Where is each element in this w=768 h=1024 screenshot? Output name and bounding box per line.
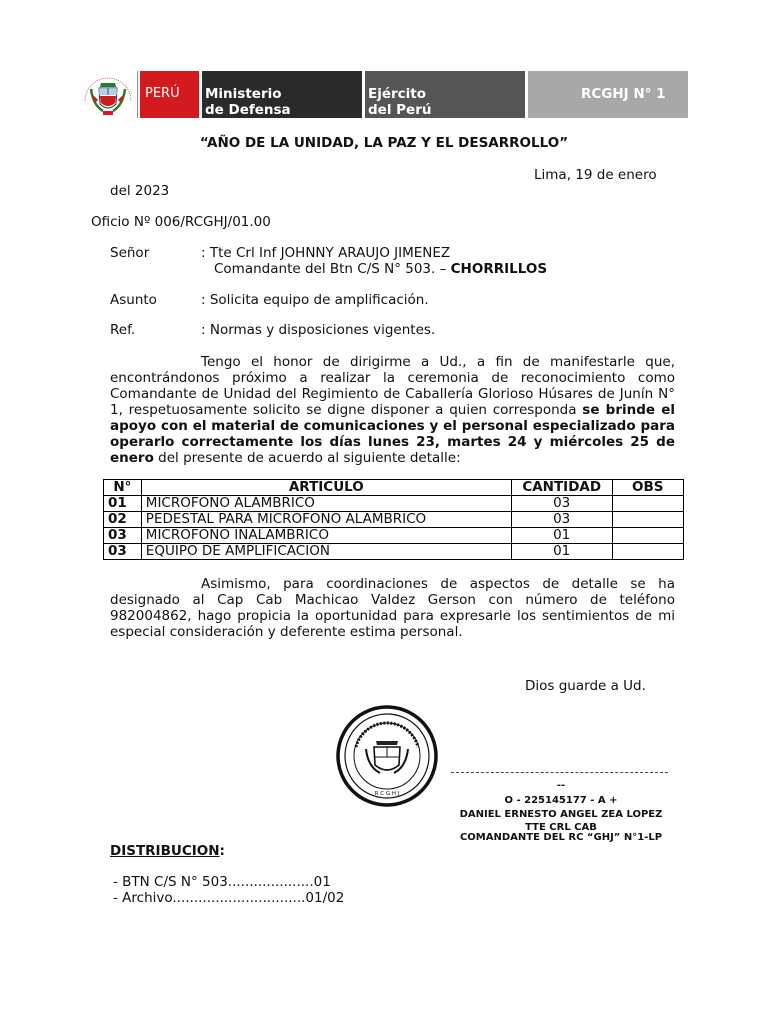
col-header-obs: OBS (612, 480, 683, 496)
header-unit-label: RCGHJ N° 1 (581, 86, 666, 102)
signature-cip: O - 225145177 - A + (504, 795, 618, 806)
unit-seal-stamp (336, 705, 438, 807)
body-paragraph-1-end: del presente de acuerdo al siguiente detalle: (153, 450, 461, 466)
header-divider (137, 71, 138, 118)
header-ministerio-line2: de Defensa (205, 102, 291, 118)
table-row (104, 528, 684, 544)
distribucion-item: - BTN C/S N° 503....................01 (113, 874, 331, 890)
cell-obs (612, 512, 683, 528)
senor-position-text: Comandante del Btn C/S N° 503. – (214, 261, 451, 277)
signature-post: COMANDANTE DEL RC “GHJ” N°1-LP (459, 832, 663, 843)
cell-articulo: PEDESTAL PARA MICROFONO ALAMBRICO (141, 512, 511, 528)
senor-position (214, 261, 547, 277)
header-ejercito-line2: del Perú (368, 102, 432, 118)
cell-n: 03 (104, 544, 142, 560)
cell-cantidad: 03 (511, 496, 612, 512)
table-row (104, 544, 684, 560)
cell-obs (612, 496, 683, 512)
ref-text: : Normas y disposiciones vigentes. (201, 322, 436, 338)
header-ministerio-line1: Ministerio (205, 86, 282, 102)
signature-name: DANIEL ERNESTO ANGEL ZEA LOPEZ (459, 809, 663, 820)
oficio-number: Oficio Nº 006/RCGHJ/01.00 (91, 214, 271, 230)
signature-line (451, 772, 668, 773)
signature-rank: TTE CRL CAB (525, 822, 597, 833)
seal-text: R C G H J (374, 791, 400, 797)
table-row (104, 512, 684, 528)
header-peru-label: PERÚ (145, 86, 180, 101)
header-ejercito-line1: Ejército (368, 86, 427, 102)
cell-articulo: MICROFONO ALAMBRICO (141, 496, 511, 512)
cell-cantidad: 01 (511, 544, 612, 560)
cell-articulo: EQUIPO DE AMPLIFICACION (141, 544, 511, 560)
cell-obs (612, 544, 683, 560)
cell-n: 01 (104, 496, 142, 512)
table-header-row (104, 480, 684, 496)
distribucion-item: - Archivo...............................01/02 (113, 890, 345, 906)
signature-dashes: -- (556, 780, 566, 791)
date-line2: del 2023 (110, 183, 170, 199)
asunto-text: : Solicita equipo de amplificación. (201, 292, 429, 308)
distribucion-title-text: DISTRIBUCION (110, 843, 220, 859)
distribucion-title-colon: : (219, 843, 225, 859)
header-peru-box (140, 71, 199, 118)
header-ministerio-box (202, 71, 362, 118)
asunto-label: Asunto (110, 292, 157, 308)
senor-name: : Tte Crl Inf JOHNNY ARAUJO JIMENEZ (201, 245, 451, 261)
cell-n: 02 (104, 512, 142, 528)
table-row (104, 496, 684, 512)
header-ejercito-box (365, 71, 525, 118)
header-unit-box (528, 71, 688, 118)
peru-coat-of-arms-logo (79, 71, 137, 121)
date-line1: Lima, 19 de enero (534, 167, 657, 183)
senor-label: Señor (110, 245, 150, 261)
year-title: “AÑO DE LA UNIDAD, LA PAZ Y EL DESARROLLO” (199, 135, 569, 151)
body-paragraph-1-text: Tengo el honor de dirigirme a Ud., a fin de manifestarle que, encontrándonos próximo a realizar la ceremonia de reconocimiento como Comandante de Unidad del Regimiento de Caballería Glorioso Húsares de Junín N° 1, respetuosamente solicito se digne disponer a quien corresponda (110, 354, 675, 418)
col-header-n: N° (104, 480, 142, 496)
cell-cantidad: 03 (511, 512, 612, 528)
closing-text: Dios guarde a Ud. (525, 678, 646, 694)
ref-label: Ref. (110, 322, 136, 338)
col-header-articulo: ARTICULO (141, 480, 511, 496)
body-paragraph-1-bold: se brinde el apoyo con el material de comunicaciones y el personal especializado para operarlo correctamente los días lunes 23, martes 24 y miércoles 25 de enero (110, 402, 675, 466)
cell-articulo: MICROFONO INALAMBRICO (141, 528, 511, 544)
equipment-table (103, 479, 684, 560)
senor-location: CHORRILLOS (450, 261, 548, 277)
body-paragraph-1 (110, 354, 675, 466)
distribucion-title (110, 843, 225, 859)
cell-n: 03 (104, 528, 142, 544)
cell-obs (612, 528, 683, 544)
col-header-cantidad: CANTIDAD (511, 480, 612, 496)
body-paragraph-2: Asimismo, para coordinaciones de aspectos de detalle se ha designado al Cap Cab Machicao Valdez Gerson con número de teléfono 982004862, hago propicia la oportunidad para expresarle los sentimientos de mi especial consideración y deferente estima personal. (110, 576, 675, 640)
cell-cantidad: 01 (511, 528, 612, 544)
